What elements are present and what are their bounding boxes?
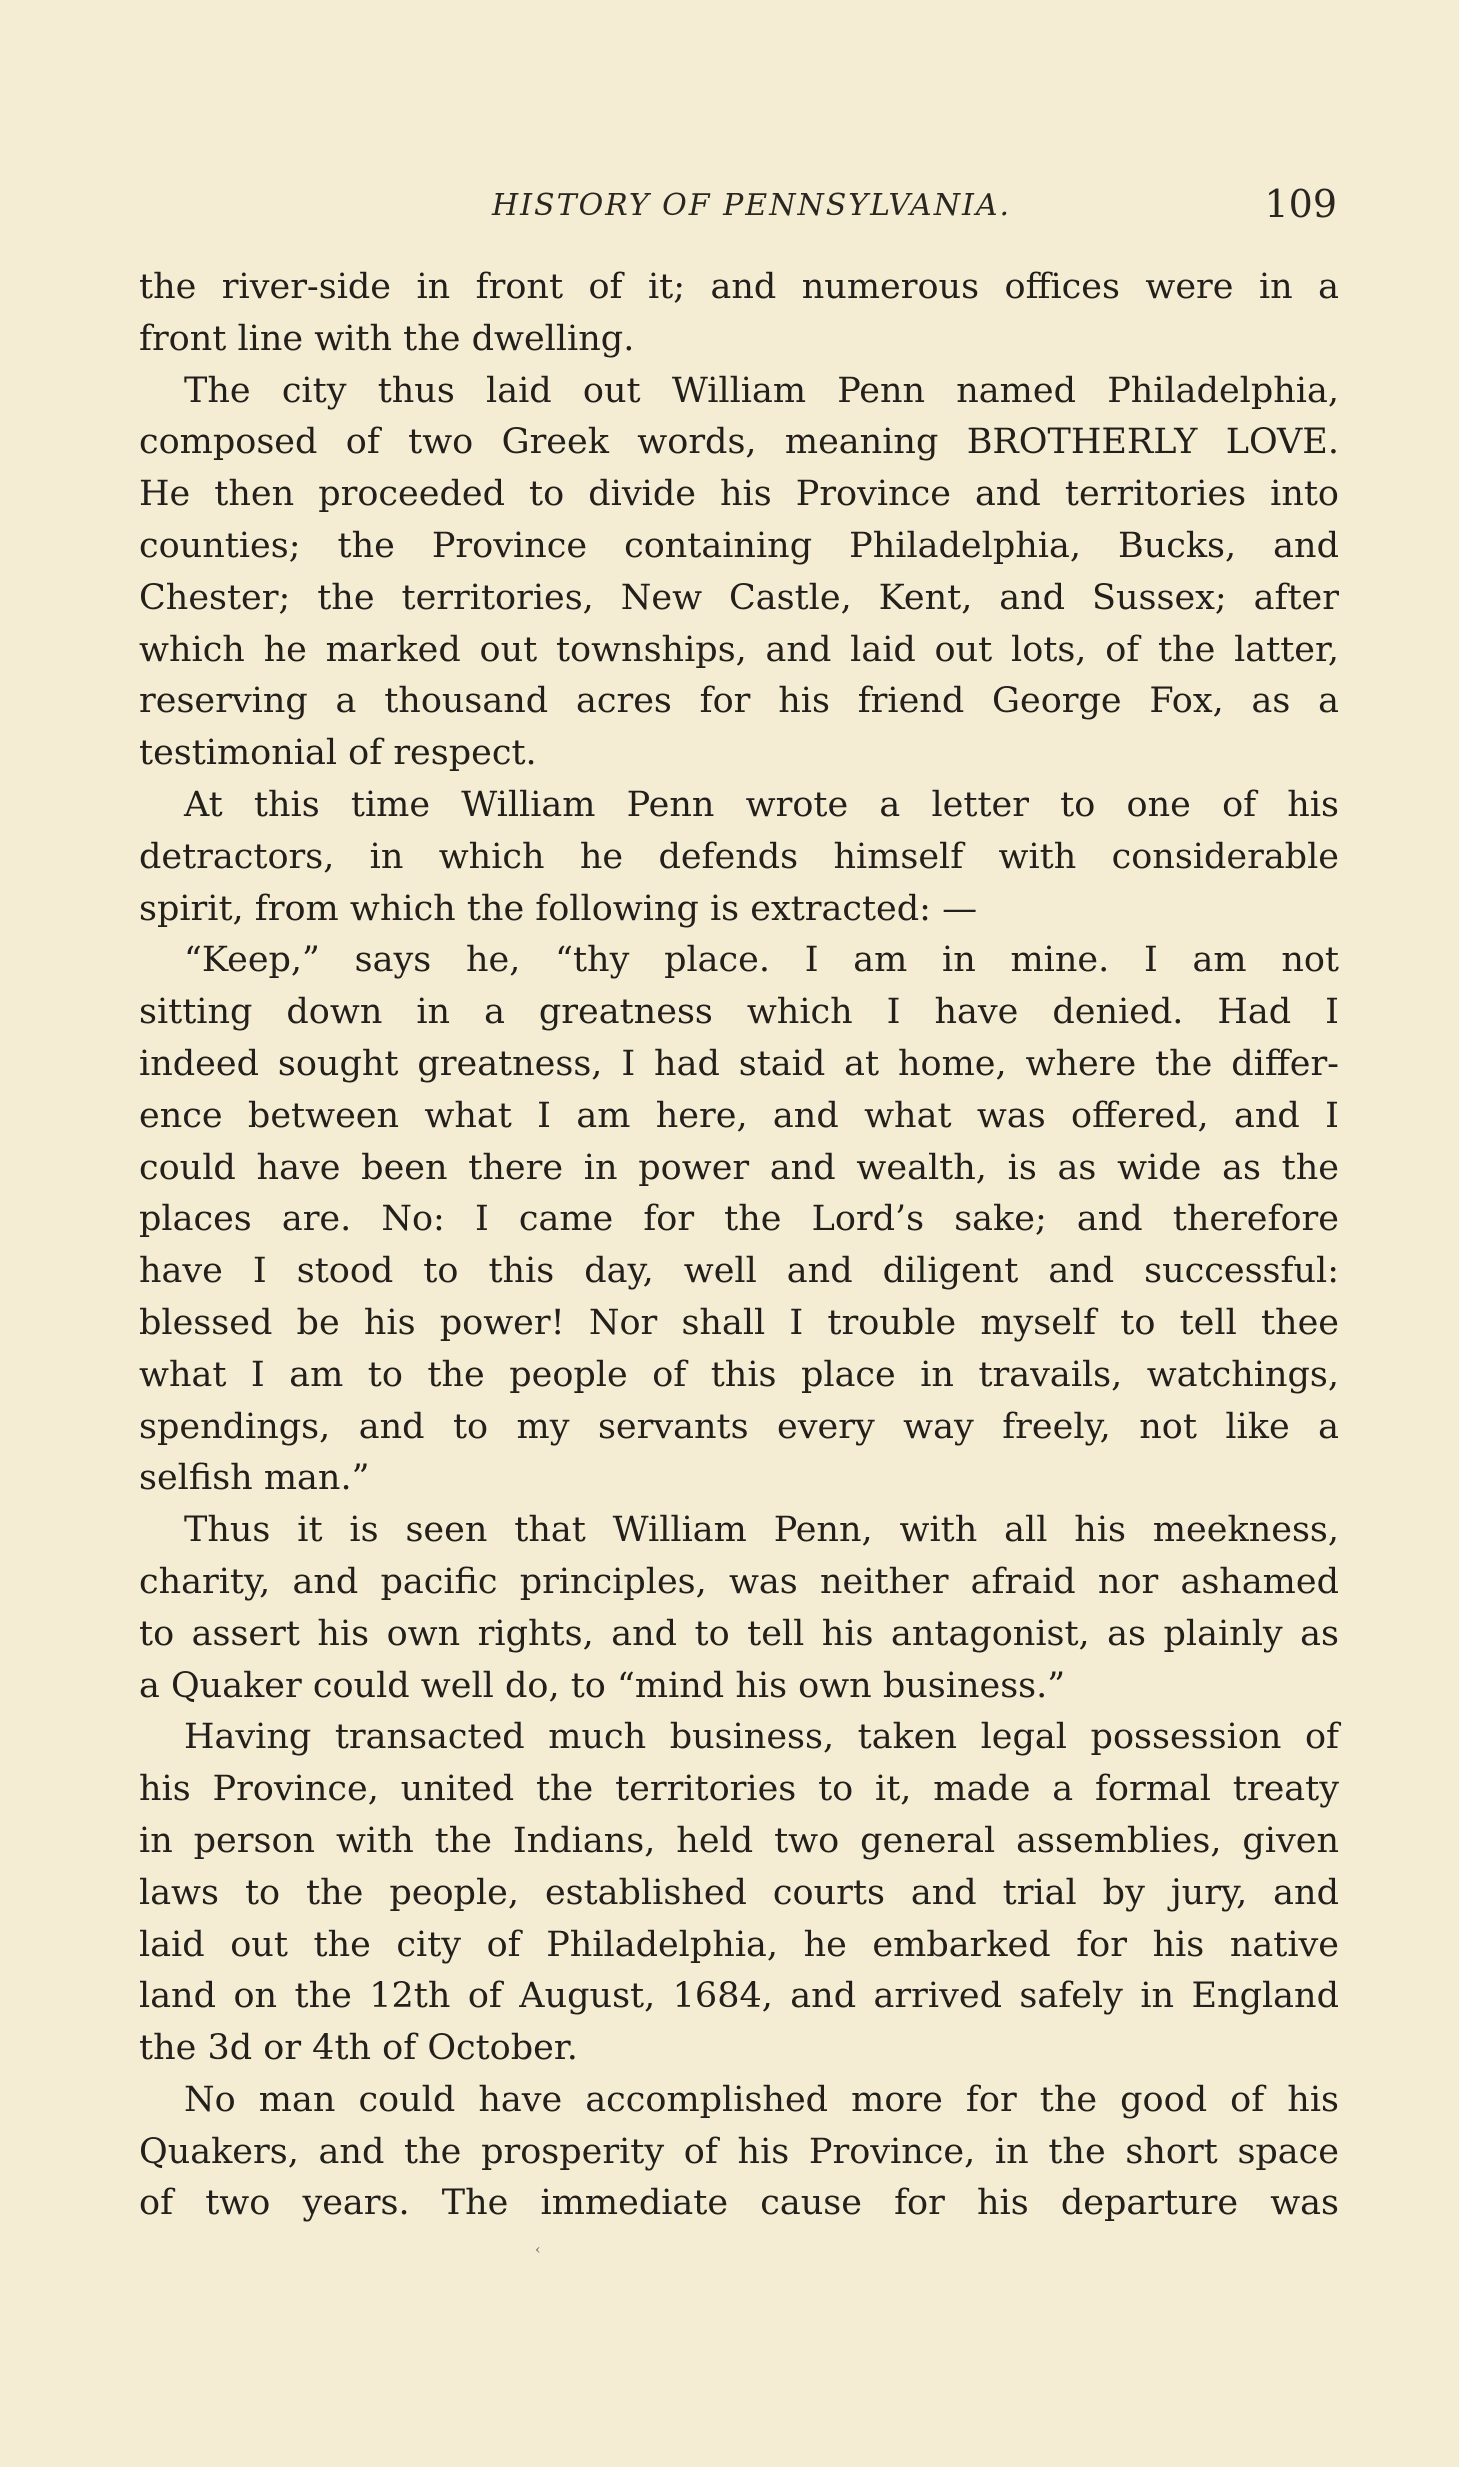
text-line: Chester; the territories, New Castle, Kent, and Sussex; after [139, 577, 1339, 618]
text-line: which he marked out townships, and laid out lots, of the latter, [139, 629, 1339, 670]
text-line: front line with the dwelling. [139, 318, 635, 359]
text-line: spirit, from which the following is extracted: — [139, 888, 978, 929]
text-line: He then proceeded to divide his Province and territories into [139, 474, 1339, 515]
text-line: No man could have accomplished more for the good of his [184, 2079, 1339, 2120]
text-line: could have been there in power and wealth, is as wide as the [139, 1147, 1339, 1188]
text-line: sitting down in a greatness which I have denied. Had I [139, 992, 1339, 1033]
text-line: his Province, united the territories to it, made a formal treaty [139, 1769, 1339, 1810]
text-line: The city thus laid out William Penn named Philadelphia, [184, 370, 1339, 411]
text-line: in person with the Indians, held two general assemblies, given [139, 1820, 1339, 1861]
text-line: Quakers, and the prosperity of his Province, in the short space [139, 2131, 1339, 2172]
text-line: to assert his own rights, and to tell his antagonist, as plainly as [139, 1613, 1339, 1654]
page-number: 109 [1264, 182, 1337, 226]
text-line: laws to the people, established courts and trial by jury, and [139, 1872, 1339, 1913]
text-line: the river-side in front of it; and numerous offices were in a [139, 267, 1339, 307]
text-line: ence between what I am here, and what was offered, and I [139, 1095, 1339, 1136]
text-line: Having transacted much business, taken legal possession of [184, 1717, 1339, 1758]
text-line: the 3d or 4th of October. [139, 2028, 578, 2069]
text-line: places are. No: I came for the Lord’s sake; and therefore [139, 1199, 1339, 1240]
footer-mark: ‹ [535, 2242, 541, 2258]
running-title: HISTORY OF PENNSYLVANIA. [492, 188, 1012, 223]
page-header [140, 182, 1340, 242]
text-line: reserving a thousand acres for his friend George Fox, as a [139, 681, 1339, 722]
text-line: testimonial of respect. [139, 733, 537, 774]
body-text [139, 262, 1339, 2230]
text-line: what I am to the people of this place in travails, watchings, [139, 1354, 1339, 1395]
text-line: “Keep,” says he, “thy place. I am in mine. I am not [184, 940, 1339, 981]
text-line: detractors, in which he defends himself with considerable [139, 836, 1339, 877]
text-line: a Quaker could well do, to “mind his own business.” [139, 1665, 1066, 1706]
text-line: of two years. The immediate cause for his departure was [139, 2183, 1339, 2224]
text-line: have I stood to this day, well and diligent and successful: [139, 1251, 1339, 1292]
text-line: charity, and pacific principles, was neither afraid nor ashamed [139, 1561, 1339, 1602]
text-line: At this time William Penn wrote a letter to one of his [184, 784, 1339, 825]
text-line: spendings, and to my servants every way freely, not like a [139, 1406, 1339, 1447]
text-line: Thus it is seen that William Penn, with all his meekness, [184, 1510, 1339, 1551]
text-line: land on the 12th of August, 1684, and arrived safely in England [139, 1976, 1339, 2017]
text-line: indeed sought greatness, I had staid at home, where the differ- [139, 1043, 1339, 1084]
text-line: blessed be his power! Nor shall I trouble myself to tell thee [139, 1302, 1339, 1343]
text-line: counties; the Province containing Philadelphia, Bucks, and [139, 525, 1339, 566]
text-line: selfish man.” [139, 1458, 370, 1499]
text-line: laid out the city of Philadelphia, he embarked for his native [139, 1924, 1339, 1965]
text-line: composed of two Greek words, meaning BROTHERLY LOVE. [139, 422, 1339, 463]
